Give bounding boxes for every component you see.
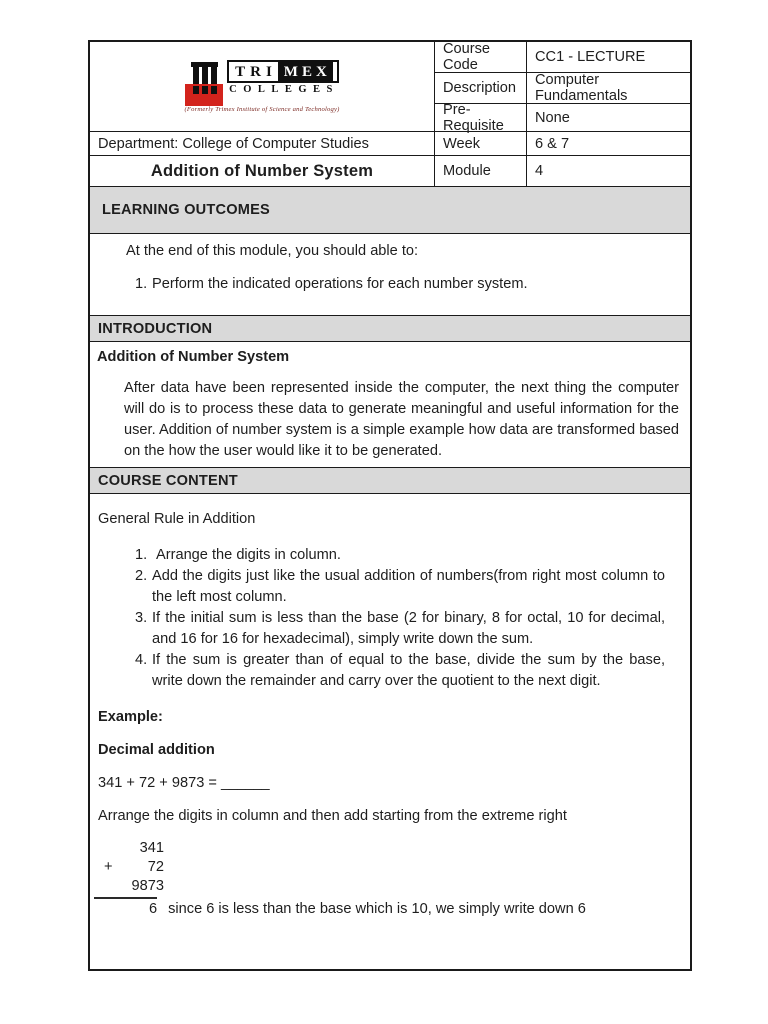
course-content-heading: COURSE CONTENT xyxy=(90,468,690,494)
logo-tagline: (Formerly Trimex Institute of Science and Technology) xyxy=(184,106,340,113)
rule-item xyxy=(135,566,665,608)
sum-underline xyxy=(94,897,157,899)
week-value: 6 & 7 xyxy=(527,132,690,156)
logo-colleges-text: COLLEGES xyxy=(229,84,339,95)
list-text: Arrange the digits in column. xyxy=(156,547,341,563)
list-text: Add the digits just like the usual addition of numbers(from right most column to the left most column. xyxy=(152,568,665,605)
list-number: 2. xyxy=(135,568,148,584)
addend-3: 9873 xyxy=(131,878,164,894)
addend-row xyxy=(104,877,164,896)
addend-row xyxy=(104,858,164,877)
description-label: Description xyxy=(435,73,527,104)
result-digit: 6 xyxy=(149,901,158,917)
learning-outcomes-body xyxy=(90,234,690,316)
trimex-logo xyxy=(184,60,339,113)
logo-cell xyxy=(90,42,435,132)
addend-row xyxy=(104,839,164,858)
learning-outcome-item xyxy=(135,274,665,295)
rule-item xyxy=(135,608,665,650)
course-code-label: Course Code xyxy=(435,42,527,73)
logo-wordmark xyxy=(227,60,339,83)
module-document xyxy=(88,40,692,971)
decimal-addition-label: Decimal addition xyxy=(98,742,215,758)
list-number: 4. xyxy=(135,652,148,668)
department-text: Department: College of Computer Studies xyxy=(90,132,435,156)
equation-line: 341 + 72 + 9873 = ______ xyxy=(98,775,270,791)
module-title: Addition of Number System xyxy=(90,156,435,187)
prerequisite-value: None xyxy=(527,104,690,132)
list-number: 3. xyxy=(135,610,148,626)
introduction-paragraph: After data have been represented inside the computer, the next thing the computer will do is to process these data to generate meaningful and useful information for the user. Addition of number system is a simple example how data are transformed based on the how the user would like it to be generated. xyxy=(124,380,679,459)
logo-mex-text: MEX xyxy=(278,62,333,81)
header-table xyxy=(90,42,690,187)
addend-2: 72 xyxy=(147,859,164,875)
course-content-body xyxy=(90,494,690,969)
logo-text xyxy=(227,60,339,95)
week-label: Week xyxy=(435,132,527,156)
list-text: Perform the indicated operations for each number system. xyxy=(152,276,528,292)
prerequisite-label: Pre-Requisite xyxy=(435,104,527,132)
list-number: 1. xyxy=(135,547,148,563)
example-label: Example: xyxy=(98,709,163,725)
learning-outcomes-heading: LEARNING OUTCOMES xyxy=(90,187,690,234)
description-value: Computer Fundamentals xyxy=(527,73,690,104)
learning-outcomes-lead: At the end of this module, you should able to: xyxy=(126,243,419,259)
introduction-subheading: Addition of Number System xyxy=(97,349,290,365)
instruction-line: Arrange the digits in column and then add starting from the extreme right xyxy=(98,808,567,824)
logo-art xyxy=(185,60,339,106)
introduction-body xyxy=(90,342,690,468)
addend-1: 341 xyxy=(139,840,164,856)
logo-tri-text: TRI xyxy=(229,62,278,81)
result-row xyxy=(149,900,690,919)
general-rule-subheading: General Rule in Addition xyxy=(98,511,256,527)
plus-operator: + xyxy=(104,859,113,875)
result-note: since 6 is less than the base which is 10, we simply write down 6 xyxy=(168,901,586,917)
column-addition xyxy=(104,839,690,919)
course-code-value: CC1 - LECTURE xyxy=(527,42,690,73)
list-text: If the initial sum is less than the base (2 for binary, 8 for octal, 10 for decimal, and 16 for 16 for hexadecimal), simply write down the sum. xyxy=(152,610,665,647)
list-text: If the sum is greater than of equal to the base, divide the sum by the base, write down the remainder and carry over the quotient to the next digit. xyxy=(152,652,665,689)
rule-item xyxy=(135,650,665,692)
module-label: Module xyxy=(435,156,527,187)
general-rules-list xyxy=(90,545,690,692)
trimex-columns-icon xyxy=(185,60,225,106)
introduction-heading: INTRODUCTION xyxy=(90,316,690,342)
module-value: 4 xyxy=(527,156,690,187)
list-number: 1. xyxy=(135,276,148,292)
rule-item xyxy=(135,545,665,566)
